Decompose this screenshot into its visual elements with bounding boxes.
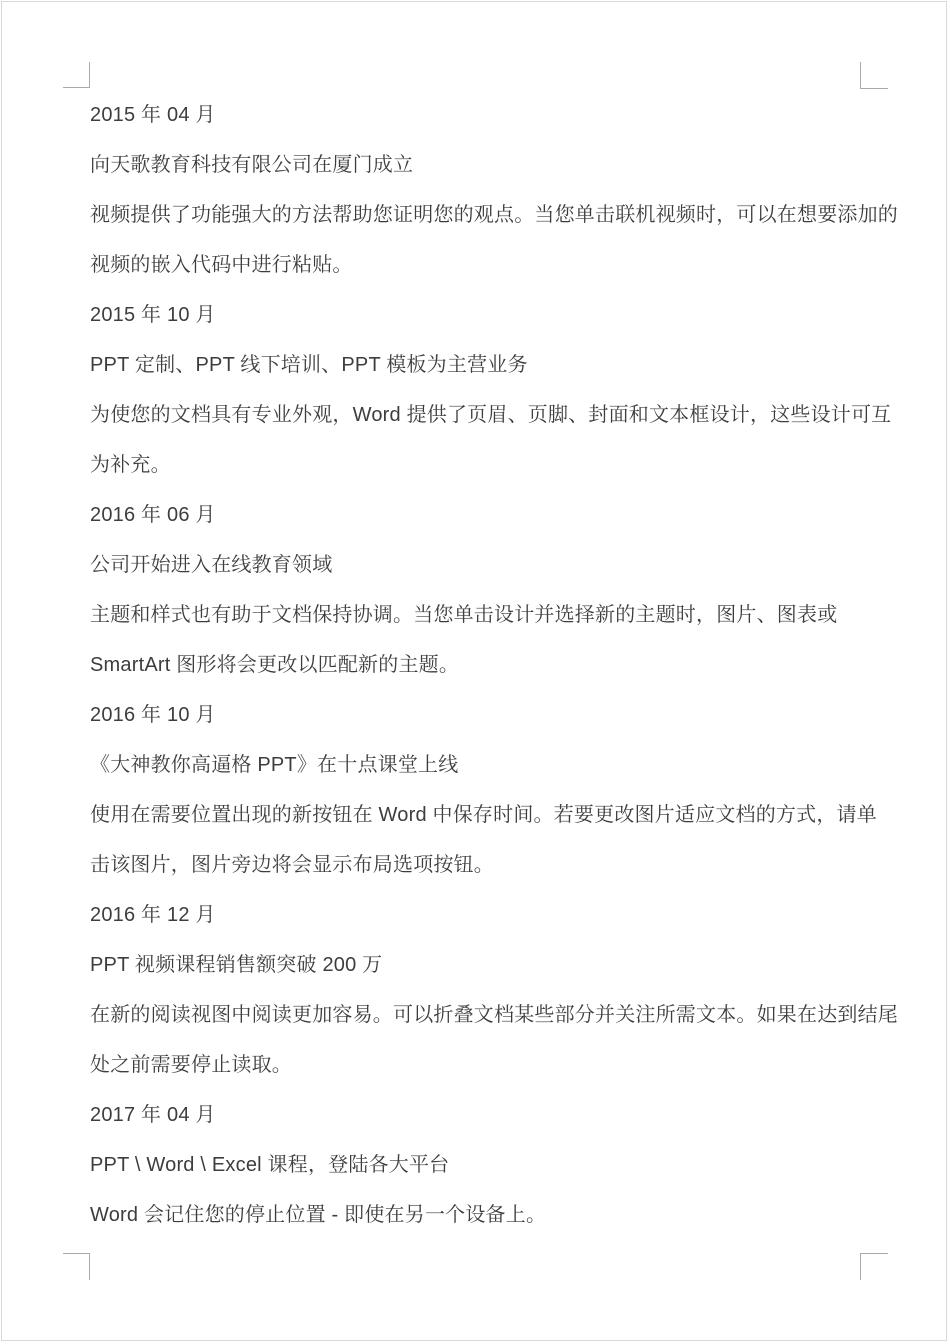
- crop-mark-bottom-right: [860, 1253, 888, 1280]
- timeline-headline: PPT \ Word \ Excel 课程，登陆各大平台: [90, 1154, 450, 1176]
- timeline-body-line: 主题和样式也有助于文档保持协调。当您单击设计并选择新的主题时，图片、图表或: [90, 604, 838, 626]
- timeline-body-line: 处之前需要停止读取。: [90, 1054, 292, 1076]
- crop-mark-top-left: [63, 62, 90, 88]
- crop-mark-top-right: [860, 62, 888, 89]
- timeline-date: 2016 年 12 月: [90, 904, 216, 926]
- timeline-body-line: Word 会记住您的停止位置 - 即使在另一个设备上。: [90, 1204, 547, 1226]
- timeline-content: [90, 90, 898, 1240]
- timeline-body-line: 使用在需要位置出现的新按钮在 Word 中保存时间。若要更改图片适应文档的方式，请单: [90, 804, 877, 826]
- crop-mark-bottom-left: [63, 1253, 90, 1280]
- timeline-body-line: SmartArt 图形将会更改以匹配新的主题。: [90, 654, 460, 676]
- timeline-headline: 公司开始进入在线教育领域: [90, 554, 333, 576]
- timeline-body-line: 击该图片，图片旁边将会显示布局选项按钮。: [90, 854, 494, 876]
- timeline-date: 2016 年 10 月: [90, 704, 216, 726]
- timeline-body-line: 为补充。: [90, 454, 171, 476]
- timeline-body-line: 视频提供了功能强大的方法帮助您证明您的观点。当您单击联机视频时，可以在想要添加的: [90, 204, 898, 226]
- timeline-body-line: 为使您的文档具有专业外观，Word 提供了页眉、页脚、封面和文本框设计，这些设计可互: [90, 404, 892, 426]
- timeline-date: 2015 年 04 月: [90, 104, 216, 126]
- timeline-headline: PPT 定制、PPT 线下培训、PPT 模板为主营业务: [90, 354, 528, 376]
- timeline-headline: 《大神教你高逼格 PPT》在十点课堂上线: [90, 754, 459, 776]
- timeline-date: 2017 年 04 月: [90, 1104, 216, 1126]
- timeline-body-line: 视频的嵌入代码中进行粘贴。: [90, 254, 353, 276]
- timeline-body-line: 在新的阅读视图中阅读更加容易。可以折叠文档某些部分并关注所需文本。如果在达到结尾: [90, 1004, 898, 1026]
- timeline-date: 2016 年 06 月: [90, 504, 216, 526]
- timeline-headline: PPT 视频课程销售额突破 200 万: [90, 954, 383, 976]
- timeline-date: 2015 年 10 月: [90, 304, 216, 326]
- timeline-headline: 向天歌教育科技有限公司在厦门成立: [90, 154, 414, 176]
